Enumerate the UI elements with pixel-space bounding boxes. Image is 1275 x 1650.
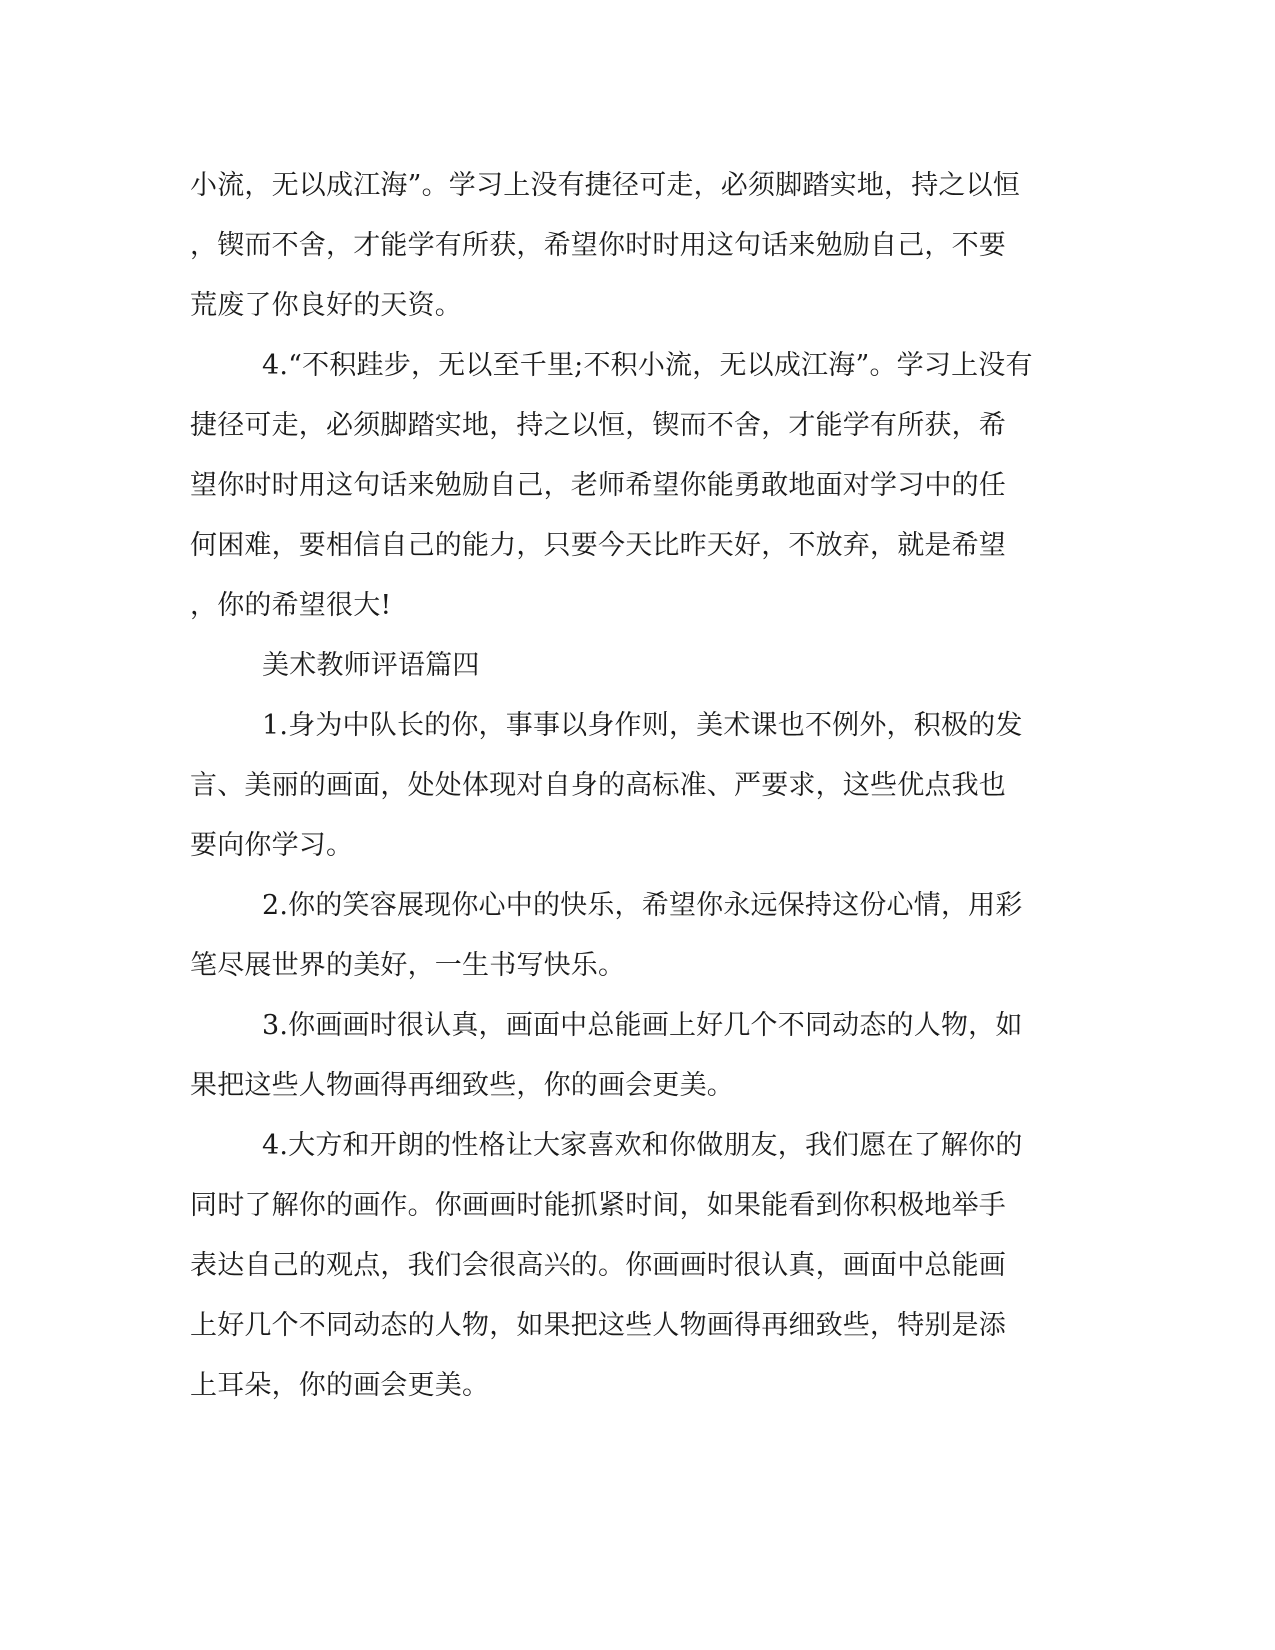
text-line: 上好几个不同动态的人物，如果把这些人物画得再细致些，特别是添 [190,1310,1006,1341]
paragraph-start-line: 2.你的笑容展现你心中的快乐，希望你永远保持这份心情，用彩 [262,890,1023,921]
text-line: 小流，无以成江海”。学习上没有捷径可走，必须脚踏实地，持之以恒 [190,170,1021,201]
text-line: 上耳朵，你的画会更美。 [190,1370,490,1401]
paragraph-start-line: 1.身为中队长的你，事事以身作则，美术课也不例外，积极的发 [262,710,1023,741]
text-line: ，锲而不舍，才能学有所获，希望你时时用这句话来勉励自己，不要 [190,230,1006,261]
text-line: 果把这些人物画得再细致些，你的画会更美。 [190,1070,734,1101]
text-line: 荒废了你良好的天资。 [190,290,462,321]
text-line: 何困难，要相信自己的能力，只要今天比昨天好，不放弃，就是希望 [190,530,1006,561]
text-line: 表达自己的观点，我们会很高兴的。你画画时很认真，画面中总能画 [190,1250,1006,1281]
paragraph-start-line: 4.大方和开朗的性格让大家喜欢和你做朋友，我们愿在了解你的 [262,1130,1023,1161]
text-line: 笔尽展世界的美好，一生书写快乐。 [190,950,626,981]
text-line: 捷径可走，必须脚踏实地，持之以恒，锲而不舍，才能学有所获，希 [190,410,1006,441]
text-line: 言、美丽的画面，处处体现对自身的高标准、严要求，这些优点我也 [190,770,1006,801]
text-line: 望你时时用这句话来勉励自己，老师希望你能勇敢地面对学习中的任 [190,470,1006,501]
section-heading: 美术教师评语篇四 [262,650,480,681]
paragraph-start-line: 3.你画画时很认真，画面中总能画上好几个不同动态的人物，如 [262,1010,1023,1041]
text-line: 要向你学习。 [190,830,354,861]
paragraph-start-line: 4.“不积跬步，无以至千里;不积小流，无以成江海”。学习上没有 [262,350,1033,381]
text-line: 同时了解你的画作。你画画时能抓紧时间，如果能看到你积极地举手 [190,1190,1006,1221]
text-line: ，你的希望很大! [190,590,392,621]
